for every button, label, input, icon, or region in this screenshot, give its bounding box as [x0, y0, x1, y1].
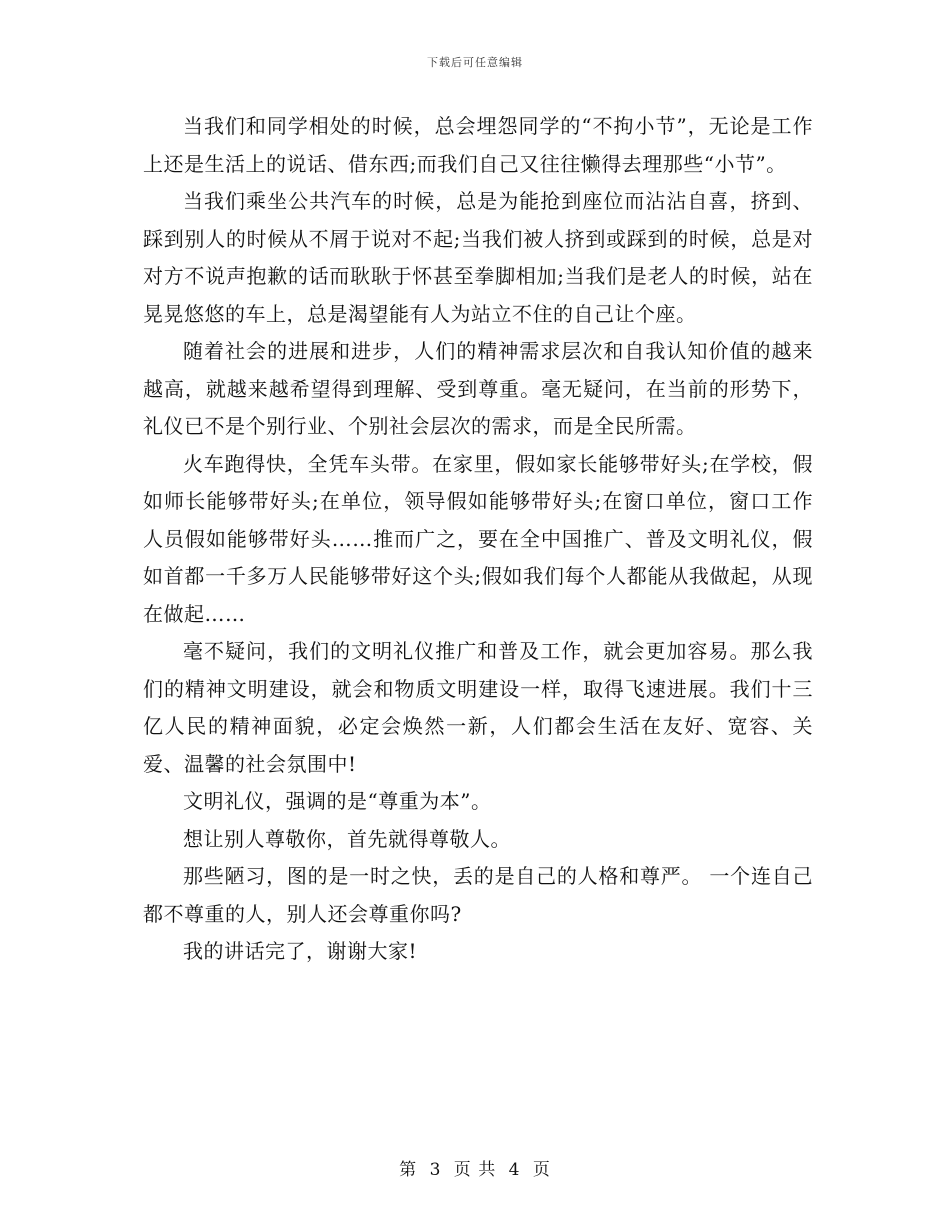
paragraph-3: 随着社会的进展和进步，人们的精神需求层次和自我认知价值的越来越高，就越来越希望得到理解、受到尊重。毫无疑问，在当前的形势下，礼仪已不是个别行业、个别社会层次的需求，而是全民所需。	[143, 339, 813, 438]
paragraph-6: 文明礼仪，强调的是“尊重为本”。	[183, 789, 492, 813]
footer-suffix: 页	[532, 1160, 551, 1180]
paragraph-2: 当我们乘坐公共汽车的时候，总是为能抢到座位而沾沾自喜，挤到、踩到别人的时候从不屑于说对不起;当我们被人挤到或踩到的时候，总是对对方不说声抱歉的话而耿耿于怀甚至拳脚相加;当我们是老人的时候，站在晃晃悠悠的车上，总是渴望能有人为站立不住的自己让个座。	[143, 189, 813, 326]
footer-middle: 页 共	[453, 1160, 497, 1180]
paragraph-8: 那些陋习，图的是一时之快，丢的是自己的人格和尊严。 一个连自己都不尊重的人，别人还会尊重你吗?	[143, 864, 813, 926]
paragraph-4: 火车跑得快，全凭车头带。在家里，假如家长能够带好头;在学校，假如师长能够带好头;在单位，领导假如能够带好头;在窗口单位，窗口工作人员假如能够带好头……推而广之，要在全中国推广、普及文明礼仪，假如首都一千多万人民能够带好这个头;假如我们每个人都能从我做起，从现在做起……	[143, 451, 813, 626]
paragraph-7: 想让别人尊敬你，首先就得尊敬人。	[183, 826, 511, 851]
document-body	[143, 108, 813, 971]
footer-current-page: 3	[429, 1160, 442, 1180]
footer-total-pages: 4	[508, 1160, 521, 1180]
footer-prefix: 第	[399, 1160, 418, 1180]
paragraph-9: 我的讲话完了，谢谢大家!	[183, 939, 418, 963]
page-header-note: 下载后可任意编辑	[427, 56, 523, 69]
page-number-footer	[0, 1155, 950, 1180]
paragraph-5: 毫不疑问，我们的文明礼仪推广和普及工作，就会更加容易。那么我们的精神文明建设，就会和物质文明建设一样，取得飞速进展。我们十三亿人民的精神面貌，必定会焕然一新，人们都会生活在友好、宽容、关爱、温馨的社会氛围中!	[143, 639, 813, 776]
paragraph-1: 当我们和同学相处的时候，总会埋怨同学的“不拘小节”，无论是工作上还是生活上的说话、借东西;而我们自己又往往懒得去理那些“小节”。	[143, 114, 813, 176]
